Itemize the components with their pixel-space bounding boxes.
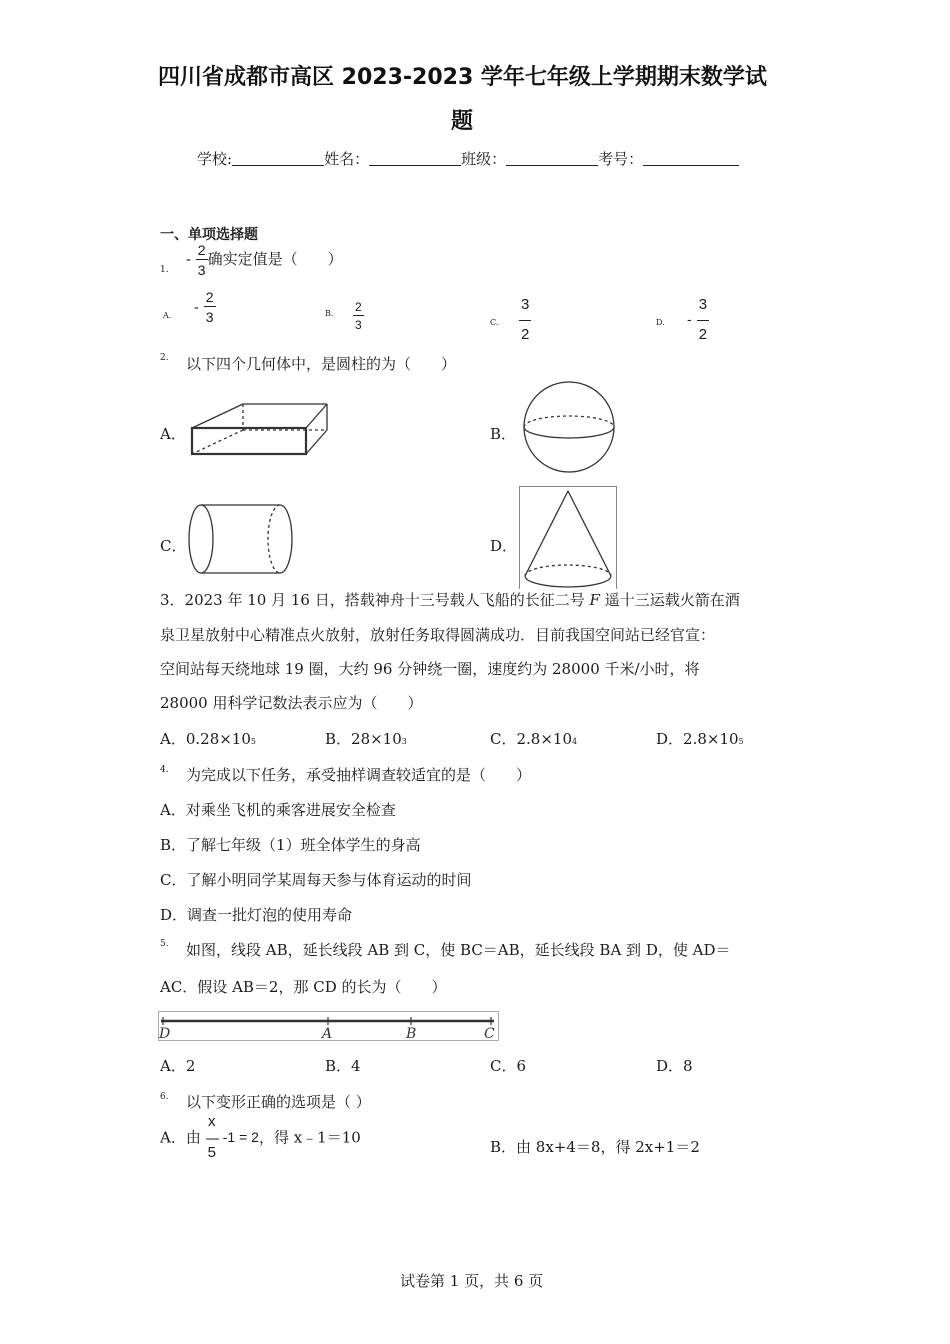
q1-option-d[interactable]: [687, 297, 709, 342]
q3-line1: [160, 589, 740, 610]
q2-option-d-label[interactable]: D．: [490, 537, 518, 555]
option-label: D．: [656, 730, 684, 748]
point-d-label: D: [159, 1026, 171, 1042]
q2-option-a-label[interactable]: A．: [160, 425, 186, 443]
q4-option-a[interactable]: A．对乘坐飞机的乘客进展安全检查: [160, 801, 396, 819]
cylinder-figure: [188, 503, 298, 577]
point-c-label: C: [484, 1026, 495, 1042]
option-base: 0.28×10: [185, 730, 251, 748]
q5-number: 5.: [160, 939, 169, 949]
point-b-label: B: [406, 1026, 417, 1042]
q1-option-c-label: C.: [490, 318, 499, 327]
option-label: B．: [325, 730, 352, 748]
q6-number: 6.: [160, 1092, 169, 1102]
q3-line2: 泉卫星放射中心精准点火放射，放射任务取得圆满成功．目前我国空间站已经官宣：: [160, 626, 716, 644]
exam-title-line1: 四川省成都市高区 2023-2023 学年七年级上学期期末数学试: [158, 65, 767, 90]
q3-line1-part-b: 遥十三运载火箭在酒: [604, 591, 740, 609]
segment-figure: [158, 1011, 500, 1042]
q6-option-a-result: ，得 x﹣1＝10: [258, 1128, 361, 1147]
frac-den: 3: [205, 309, 214, 325]
q4-option-d[interactable]: D．调查一批灯泡的使用寿命: [160, 906, 353, 924]
section-heading: 一、单项选择题: [160, 227, 258, 243]
option-base: 2.8×10: [683, 730, 739, 748]
option-base: 28×10: [351, 730, 402, 748]
q5-line2: AC．假设 AB＝2，那 CD 的长为（ ）: [160, 978, 447, 996]
exam-number-blank[interactable]: [643, 151, 739, 166]
q3-option-c[interactable]: [490, 728, 577, 749]
q4-stem: 为完成以下任务，承受抽样调查较适宜的是（ ）: [186, 766, 532, 784]
frac-num: 3: [697, 297, 709, 321]
name-label: 姓名：: [324, 150, 370, 168]
frac-den: 2: [521, 326, 530, 343]
q1-option-a-fraction: [204, 290, 216, 324]
name-blank[interactable]: [369, 151, 461, 166]
q5-option-d[interactable]: D．8: [656, 1057, 693, 1075]
q4-number: 4.: [160, 765, 169, 775]
page-footer: 试卷第 1 页，共 6 页: [400, 1272, 544, 1290]
exam-number-label: 考号：: [598, 150, 644, 168]
q4-option-b[interactable]: B．了解七年级（1）班全体学生的身高: [160, 836, 421, 854]
q1-option-d-sign: -: [687, 311, 692, 327]
q1-option-c[interactable]: [519, 297, 531, 342]
frac-num: 3: [519, 297, 531, 321]
q1-neg-sign: -: [186, 251, 191, 268]
info-fields: [197, 148, 739, 169]
q1-option-a-sign: -: [194, 298, 199, 315]
q1-frac-den: 3: [197, 262, 206, 278]
frac-num: 2: [355, 300, 362, 314]
q5-line1: 如图，线段 AB，延长线段 AB 到 C，使 BC＝AB，延长线段 BA 到 D，使 AD＝: [186, 941, 731, 959]
q6-option-b[interactable]: B．由 8x+4＝8，得 2x+1＝2: [490, 1138, 700, 1156]
school-blank[interactable]: [232, 151, 324, 166]
q1-stem: [186, 243, 343, 277]
option-exponent: 4: [572, 737, 578, 746]
q5-option-b[interactable]: B．4: [325, 1057, 361, 1075]
q1-stem-text: 确实定值是（ ）: [207, 250, 343, 268]
q1-number: 1.: [160, 265, 169, 275]
school-label: 学校:: [197, 150, 233, 168]
option-exponent: 5: [738, 737, 744, 746]
q1-option-c-fraction: [519, 297, 531, 342]
cuboid-figure: [186, 398, 331, 460]
option-label: C．: [490, 730, 517, 748]
q1-option-a-label: A.: [163, 311, 172, 320]
q6-fraction-bar: [206, 1138, 220, 1141]
q1-option-b-fraction: [353, 301, 364, 331]
q3-rocket-model: F: [589, 591, 600, 609]
option-exponent: 3: [401, 737, 407, 746]
option-base: 2.8×10: [516, 730, 572, 748]
class-label: 班级：: [461, 150, 507, 168]
q3-line3: 空间站每天绕地球 19 圈，大约 96 分钟绕一圈，速度约为 28000 千米/小时，将: [160, 660, 700, 678]
q5-option-c[interactable]: C．6: [490, 1057, 527, 1075]
point-a-label: A: [322, 1026, 333, 1042]
cone-figure: [519, 486, 619, 596]
q6-stem: 以下变形正确的选项是（ ）: [186, 1093, 371, 1111]
q3-line1-part-a: 3．2023 年 10 月 16 日，搭载神舟十三号载人飞船的长征二号: [160, 591, 585, 609]
frac-num: x: [208, 1113, 216, 1130]
q1-fraction: [196, 243, 208, 277]
exam-title-line2: 题: [451, 109, 474, 134]
sphere-figure: [522, 380, 617, 475]
q1-option-d-fraction: [697, 297, 709, 342]
q1-option-d-label: D.: [656, 318, 665, 327]
q3-option-d[interactable]: [656, 728, 744, 749]
frac-den: 3: [355, 318, 362, 332]
q2-option-c-label[interactable]: C．: [160, 537, 187, 555]
q6-option-a-prefix: A．由: [160, 1128, 201, 1147]
q3-option-a[interactable]: [160, 728, 256, 749]
frac-den: 5: [207, 1144, 216, 1161]
q6-option-a-equation: -1 = 2: [222, 1129, 259, 1145]
q1-frac-num: 2: [197, 242, 206, 258]
frac-den: 2: [698, 326, 708, 343]
q2-stem: 以下四个几何体中，是圆柱的为（ ）: [186, 355, 457, 373]
q6-option-a[interactable]: [160, 1114, 361, 1160]
q1-option-b[interactable]: [353, 301, 364, 331]
q1-option-b-label: B.: [325, 309, 334, 318]
frac-num: 2: [205, 289, 214, 305]
option-label: A．: [160, 730, 186, 748]
q4-option-c[interactable]: C．了解小明同学某周每天参与体育运动的时间: [160, 871, 472, 889]
q3-option-b[interactable]: [325, 728, 407, 749]
q3-line4: 28000 用科学记数法表示应为（ ）: [160, 694, 423, 712]
q1-option-a[interactable]: [194, 290, 216, 324]
q2-number: 2.: [160, 353, 169, 363]
q2-option-b-label[interactable]: B．: [490, 425, 517, 443]
class-blank[interactable]: [506, 151, 598, 166]
q5-option-a[interactable]: A．2: [160, 1057, 196, 1075]
q6-option-a-fraction: [206, 1114, 218, 1160]
option-exponent: 5: [250, 737, 256, 746]
